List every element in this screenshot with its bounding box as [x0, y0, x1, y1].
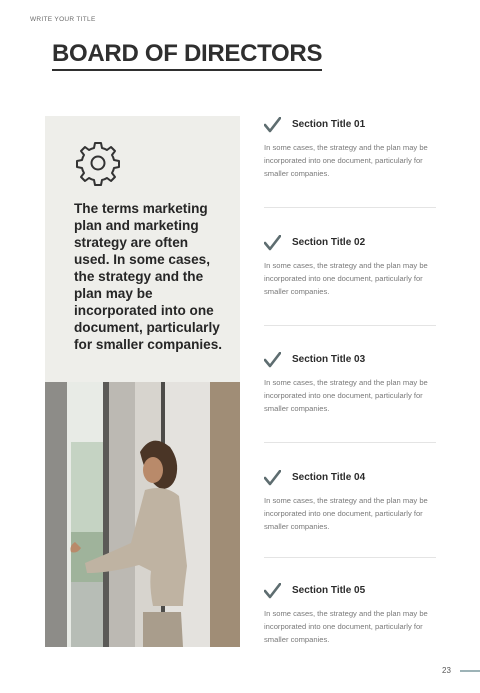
section-title: Section Title 04	[292, 472, 366, 483]
section-divider	[264, 442, 436, 443]
section-divider	[264, 207, 436, 208]
page-title: BOARD OF DIRECTORS	[52, 40, 322, 71]
section-title: Section Title 03	[292, 354, 366, 365]
section-05	[264, 583, 436, 644]
check-icon	[264, 117, 281, 133]
section-body: In some cases, the strategy and the plan may be incorporated into one document, particularly for smaller companies.	[264, 609, 428, 644]
section-02	[264, 235, 436, 296]
section-divider	[264, 325, 436, 326]
section-body: In some cases, the strategy and the plan may be incorporated into one document, particularly for smaller companies.	[264, 378, 428, 413]
page-number: 23	[442, 666, 451, 675]
section-title: Section Title 01	[292, 119, 366, 130]
intro-text: The terms marketing plan and marketing strategy are often used. In some cases, the strategy and the plan may be incorporated into one document, particularly for smaller companies.	[74, 201, 223, 352]
check-icon	[264, 235, 281, 251]
gear-icon	[75, 140, 121, 186]
section-body: In some cases, the strategy and the plan may be incorporated into one document, particularly for smaller companies.	[264, 261, 428, 296]
check-icon	[264, 352, 281, 368]
section-title: Section Title 05	[292, 585, 366, 596]
section-01	[264, 117, 436, 178]
section-title: Section Title 02	[292, 237, 366, 248]
section-04	[264, 470, 436, 531]
photo-woman-at-window	[45, 382, 240, 647]
header-label: WRITE YOUR TITLE	[30, 16, 96, 23]
intro-panel	[45, 116, 240, 382]
check-icon	[264, 470, 281, 486]
section-divider	[264, 557, 436, 558]
check-icon	[264, 583, 281, 599]
footer-accent-line	[460, 670, 480, 672]
section-03	[264, 352, 436, 413]
section-body: In some cases, the strategy and the plan may be incorporated into one document, particularly for smaller companies.	[264, 143, 428, 178]
section-body: In some cases, the strategy and the plan may be incorporated into one document, particularly for smaller companies.	[264, 496, 428, 531]
